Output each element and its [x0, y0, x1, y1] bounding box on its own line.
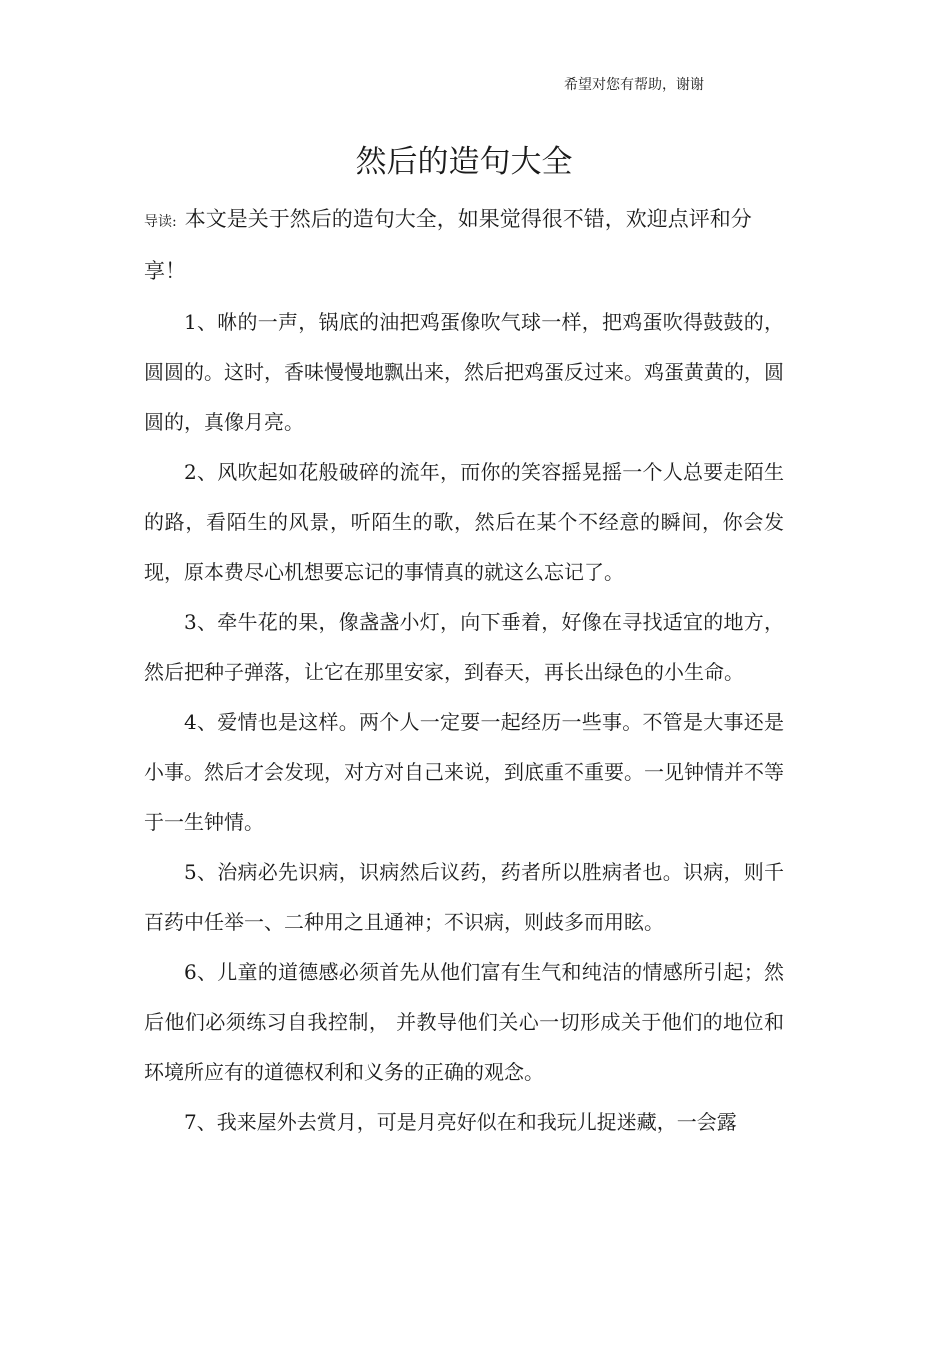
article-body [144, 195, 784, 1147]
intro-text: 本文是关于然后的造句大全，如果觉得很不错，欢迎点评和分享！ [144, 207, 752, 283]
page-title: 然后的造句大全 [355, 144, 573, 180]
paragraph-6: 6、儿童的道德感必须首先从他们富有生气和纯洁的情感所引起；然后他们必须练习自我控制， 并教导他们关心一切形成关于他们的地位和环境所应有的道德权利和义务的正确的观念。 [144, 960, 784, 1084]
paragraph-2: 2、风吹起如花般破碎的流年，而你的笑容摇晃摇一个人总要走陌生的路，看陌生的风景，听陌生的歌，然后在某个不经意的瞬间，你会发现，原本费尽心机想要忘记的事情真的就这么忘记了。 [144, 460, 784, 584]
paragraph-7: 7、我来屋外去赏月，可是月亮好似在和我玩儿捉迷藏，一会露 [184, 1110, 737, 1134]
paragraph-1: 1、咻的一声，锅底的油把鸡蛋像吹气球一样，把鸡蛋吹得鼓鼓的，圆圆的。这时，香味慢慢地飘出来，然后把鸡蛋反过来。鸡蛋黄黄的，圆圆的，真像月亮。 [144, 310, 784, 434]
paragraph-4: 4、爱情也是这样。两个人一定要一起经历一些事。不管是大事还是小事。然后才会发现，对方对自己来说，到底重不重要。一见钟情并不等于一生钟情。 [144, 710, 784, 834]
intro [144, 195, 784, 296]
intro-label: 导读: [144, 214, 177, 230]
paragraph-5: 5、治病必先识病，识病然后议药，药者所以胜病者也。识病，则千百药中任举一、二种用之且通神；不识病，则歧多而用眩。 [144, 860, 784, 934]
header-note: 希望对您有帮助，谢谢 [564, 77, 704, 93]
paragraph-3: 3、牵牛花的果，像盏盏小灯，向下垂着，好像在寻找适宜的地方，然后把种子弹落，让它在那里安家，到春天，再长出绿色的小生命。 [144, 610, 784, 684]
